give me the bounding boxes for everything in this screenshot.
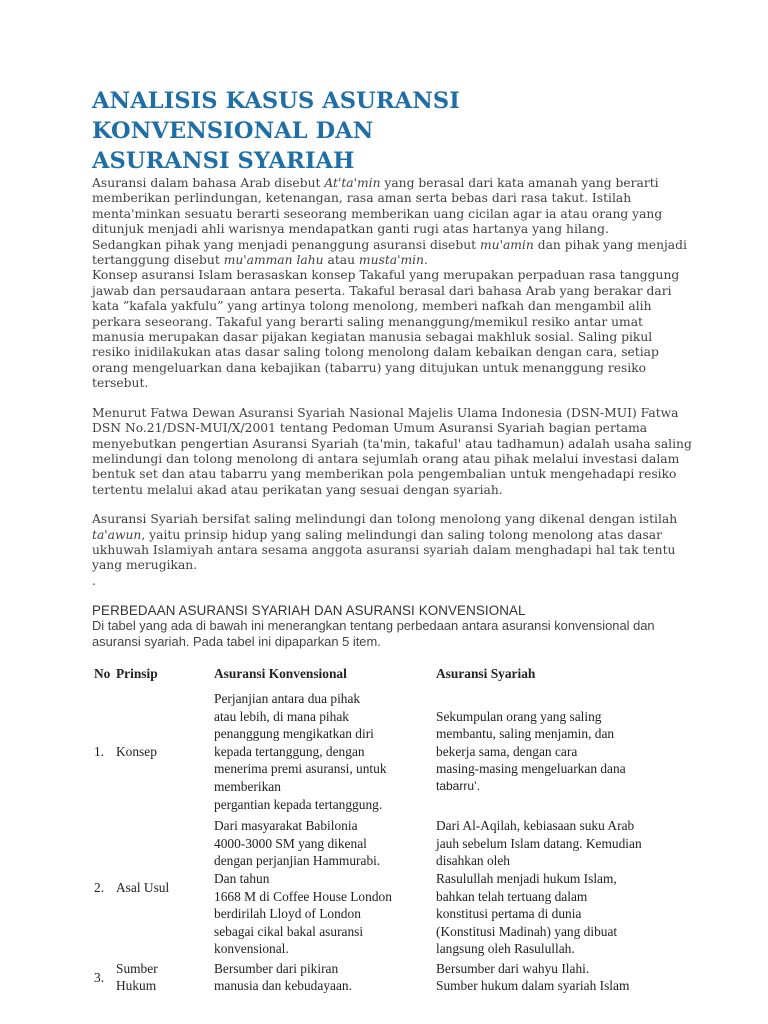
section-intro: Di tabel yang ada di bawah ini menerangkan tentang perbedaan antara asuransi konvensional dan asuransi syariah. Pada tabel ini dipaparkan 5 item. (92, 618, 655, 649)
row-syariah: Bersumber dari wahyu Ilahi. Sumber hukum dalam syariah Islam (436, 960, 630, 994)
intro-paragraph-3: Konsep asuransi Islam berasaskan konsep Takaful yang merupakan perpaduan rasa tanggung jawab dan persaudaraan antara peserta. Takaful berasal dari bahasa Arab yang berakar dari kata ”kafala yakfulu” yang artinya tolong menolong, memberi nafkah dan mengambil alih perkara seseorang. Takaful yang berarti saling menanggung/memikul resiko antar umat manusia merupakan dasar pijakan kegiatan manusia sebagai makhluk sosial. Saling pikul resiko inidilakukan atas dasar saling tolong menolong dalam kebaikan dengan cara, setiap orang mengeluarkan dana kebajikan (tabarru) yang ditujukan untuk menanggung resiko tersebut. (92, 268, 680, 391)
header-syariah: Asuransi Syariah (436, 665, 536, 681)
intro-paragraph-5: Asuransi Syariah bersifat saling melindungi dan tolong menolong yang dikenal dengan istilah ta'awun, yaitu prinsip hidup yang saling melindungi dan saling tolong menolong atas dasar ukhuwah Islamiyah antara sesama anggota asuransi syariah dalam menghadapi hal tak tentu yang merugikan. (92, 512, 678, 573)
title-line-2: KONVENSIONAL DAN (92, 118, 374, 144)
row-number: 3. (94, 969, 105, 985)
header-konvensional: Asuransi Konvensional (214, 665, 347, 681)
row-prinsip: Sumber Hukum (116, 960, 158, 994)
intro-paragraph-2: Sedangkan pihak yang menjadi penanggung asuransi disebut mu'amin dan pihak yang menjadi tertanggung disebut mu'amman lahu atau musta'min. (92, 237, 687, 268)
row-syariah: Dari Al-Aqilah, kebiasaan suku Arab jauh sebelum Islam datang. Kemudian disahkan oleh Rasulullah menjadi hukum Islam, bahkan telah tertuang dalam konstitusi pertama di dunia (Konstitusi Madinah) yang dibuat langsung oleh Rasulullah. (436, 818, 642, 957)
intro-dot: . (92, 573, 96, 588)
table-header-row (94, 666, 676, 690)
table-row (94, 690, 676, 817)
intro-text (92, 176, 692, 589)
row-konvensional: Perjanjian antara dua pihak atau lebih, di mana pihak penanggung mengikatkan diri kepada tertanggung, dengan menerima premi asuransi, untuk memberikan pergantian kepada tertanggung. (214, 690, 387, 812)
row-syariah: Sekumpulan orang yang saling membantu, saling menjamin, dan bekerja sama, dengan cara masing-masing mengeluarkan dana tabarru’. (436, 708, 626, 793)
row-konvensional: Bersumber dari pikiran manusia dan kebudayaan. (214, 960, 352, 994)
row-konvensional: Dari masyarakat Babilonia 4000-3000 SM yang dikenal dengan perjanjian Hammurabi. Dan tahun 1668 M di Coffee House London berdirilah Lloyd of London sebagai cikal bakal asuransi konvensional. (214, 818, 392, 957)
table-row (94, 817, 676, 960)
header-no: No (94, 665, 111, 681)
title-line-1: ANALISIS KASUS ASURANSI (92, 88, 460, 114)
row-prinsip: Konsep (116, 743, 157, 759)
document-title (92, 86, 692, 176)
title-line-3: ASURANSI SYARIAH (92, 148, 355, 174)
row-number: 1. (94, 743, 105, 759)
row-number: 2. (94, 879, 105, 895)
table-row (94, 960, 676, 995)
section-heading: PERBEDAAN ASURANSI SYARIAH DAN ASURANSI KONVENSIONAL (92, 603, 526, 619)
row-prinsip: Asal Usul (116, 879, 170, 895)
document-page (92, 86, 692, 995)
comparison-table (94, 666, 676, 995)
header-prinsip: Prinsip (116, 665, 158, 681)
intro-paragraph-1: Asuransi dalam bahasa Arab disebut At'ta'min yang berasal dari kata amanah yang berarti memberikan perlindungan, ketenangan, rasa aman serta bebas dari rasa takut. Istilah menta'minkan sesuatu berarti seseorang memberikan uang cicilan agar ia atau orang yang ditunjuk menjadi ahli warisnya mendapatkan ganti rugi atas hartanya yang hilang. (92, 176, 663, 237)
intro-paragraph-4: Menurut Fatwa Dewan Asuransi Syariah Nasional Majelis Ulama Indonesia (DSN-MUI) Fatwa DSN No.21/DSN-MUI/X/2001 tentang Pedoman Umum Asuransi Syariah bagian pertama menyebutkan pengertian Asuransi Syariah (ta'min, takaful' atau tadhamun) adalah usaha saling melindungi dan tolong menolong di antara sejumlah orang atau pihak melalui investasi dalam bentuk set dan atau tabarru yang memberikan pola pengembalian untuk mengehadapi resiko tertentu melalui akad atau perikatan yang sesuai dengan syariah. (92, 405, 692, 497)
